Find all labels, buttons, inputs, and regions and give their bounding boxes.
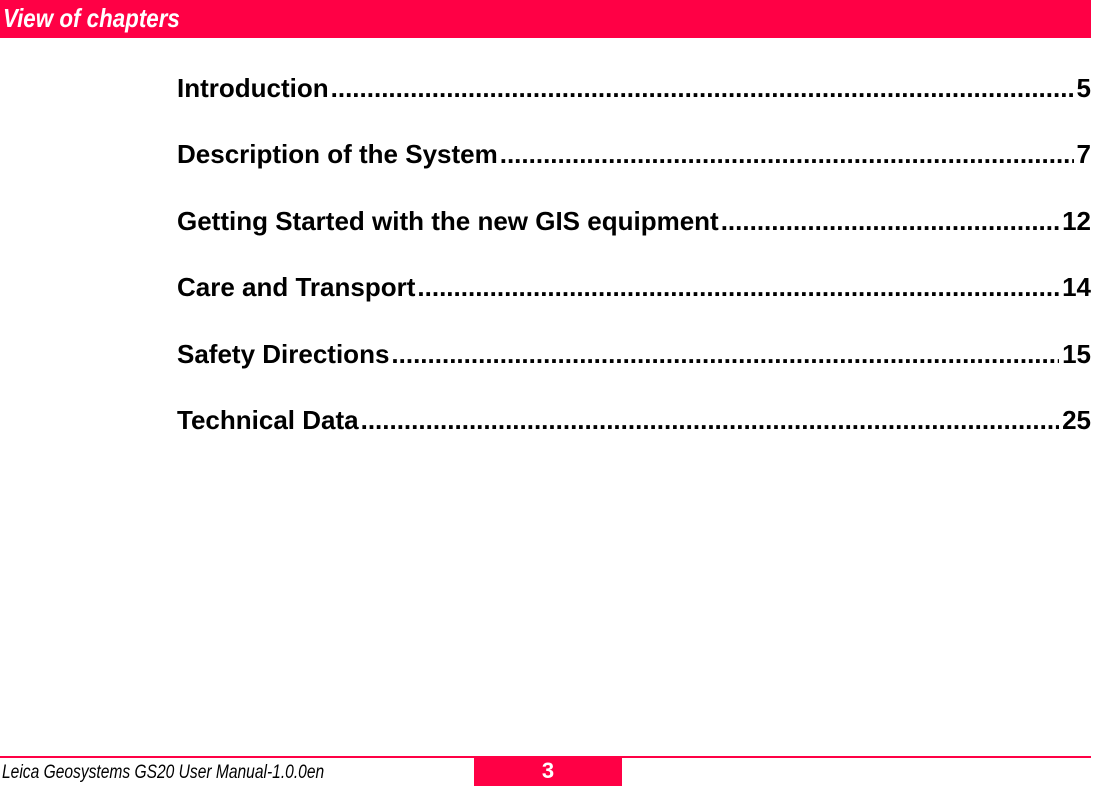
toc-page-number: 12 xyxy=(1062,205,1091,236)
toc-dot-leader xyxy=(417,265,1059,309)
toc-dot-leader xyxy=(331,66,1074,110)
toc-entry-description-of-the-system[interactable] xyxy=(177,132,1091,176)
toc-dot-leader xyxy=(391,332,1059,376)
toc-page-number: 14 xyxy=(1062,272,1091,303)
toc-entry-title: Introduction xyxy=(177,73,329,103)
toc-entry-title: Description of the System xyxy=(177,139,498,170)
toc-page-number: 15 xyxy=(1062,338,1091,369)
footer-page-number: 3 xyxy=(474,758,622,786)
toc-entry-introduction[interactable] xyxy=(177,66,1091,110)
toc-page-number: 5 xyxy=(1076,73,1091,103)
toc-entry-getting-started[interactable] xyxy=(177,199,1091,243)
toc-dot-leader xyxy=(361,398,1059,442)
toc-entry-title: Safety Directions xyxy=(177,338,390,369)
toc-entry-safety-directions[interactable] xyxy=(177,332,1091,376)
table-of-contents xyxy=(177,66,1091,464)
page-title: View of chapters xyxy=(3,3,180,33)
footer-manual-name: Leica Geosystems GS20 User Manual-1.0.0en xyxy=(2,762,325,783)
toc-entry-title: Care and Transport xyxy=(177,272,416,303)
toc-dot-leader xyxy=(500,132,1074,176)
toc-entry-title: Getting Started with the new GIS equipment xyxy=(177,205,719,236)
header-bar xyxy=(0,0,1091,38)
toc-entry-care-and-transport[interactable] xyxy=(177,265,1091,309)
toc-dot-leader xyxy=(721,199,1059,243)
toc-page-number: 25 xyxy=(1062,404,1091,435)
toc-page-number: 7 xyxy=(1076,139,1091,170)
toc-entry-technical-data[interactable] xyxy=(177,398,1091,442)
toc-entry-title: Technical Data xyxy=(177,404,359,435)
